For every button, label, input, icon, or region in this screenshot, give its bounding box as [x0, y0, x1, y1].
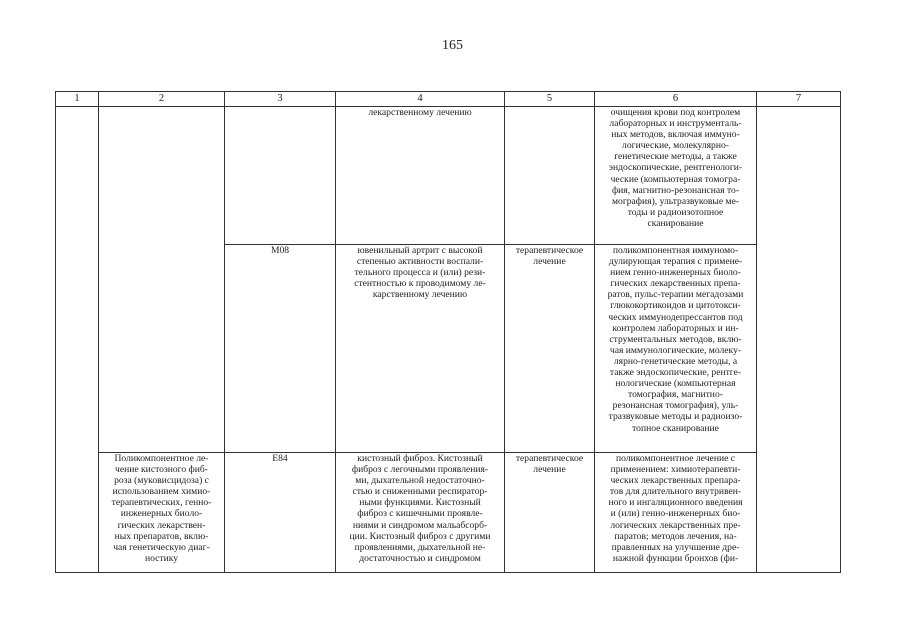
col-header-5: 5: [505, 92, 595, 107]
cell-col3: [225, 107, 336, 245]
col-header-1: 1: [56, 92, 99, 107]
cell-treatment-type: терапевтическое лечение: [505, 453, 595, 573]
col-header-6: 6: [595, 92, 757, 107]
col-header-7: 7: [757, 92, 841, 107]
cell-diagnosis: лекарственному лечению: [336, 107, 505, 245]
table-row: [56, 453, 841, 573]
col-header-3: 3: [225, 92, 336, 107]
col-header-4: 4: [336, 92, 505, 107]
cell-diagnosis: кистозный фиброз. Кистозный фиброз с легочными проявления- ми, дыхательной недостаточно- стью и сниженными респиратор- ными функциями. Кистозный фиброз с кишечными проявле- ниями и синдромом мальабсорб- ции. Кистозный фиброз с другими проявлениями, дыхательной не- достаточностью и синдромом: [336, 453, 505, 573]
header-row: [56, 92, 841, 107]
cell-treatment-method: поликомпонентное лечение с применением: химиотерапевти- ческих лекарственных препара- тов для длительного внутривен- ного и ингаляционного введения и (или) генно-инженерных био- логических лекарственных пре- паратов; методов лечения, на- правленных на улучшение дре- нажной функции бронхов (фи-: [595, 453, 757, 573]
cell-icd-code: M08: [225, 245, 336, 453]
col-header-2: 2: [99, 92, 225, 107]
cell-col7: [757, 107, 841, 573]
cell-treatment-method: поликомпонентная иммуномо- дулирующая терапия с примене- нием генно-инженерных биоло- гических лекарственных препа- ратов, пульс-терапии мегадозами глюкокортикоидов и цитотокси- ческих иммунодепрессантов под контролем лабораторных и ин- струментальных методов, вклю- чая иммунологические, молеку- лярно-генетические методы, а также эндоскопические, рентге- нологические (компьютерная томография, магнитно- резонансная томография), уль- тразвуковые методы и радиоизо- топное сканирование: [595, 245, 757, 453]
cell-col2: [99, 107, 225, 453]
cell-treatment-type: [505, 107, 595, 245]
cell-treatment-method: очищения крови под контролем лабораторных и инструменталь- ных методов, включая иммуно- логические, молекулярно- генетические методы, а также эндоскопические, рентгенологи- ческие (компьютерная томогра- фия, магнитно-резонансная то- мография), ультразвуковые ме- тоды и радиоизотопное сканирование: [595, 107, 757, 245]
cell-treatment-type: терапевтическое лечение: [505, 245, 595, 453]
medical-care-table: [55, 91, 841, 573]
cell-icd-code: E84: [225, 453, 336, 573]
cell-col1: [56, 107, 99, 573]
cell-diagnosis: ювенильный артрит с высокой степенью активности воспали- тельного процесса и (или) рези- стентностью к проводимому ле- карственному лечению: [336, 245, 505, 453]
page-number: 165: [442, 38, 463, 53]
cell-care-type: Поликомпонентное ле- чение кистозного фиб- роза (муковисцидоза) с использованием химио- терапевтических, генно- инженерных биоло- гических лекарствен- ных препаратов, вклю- чая генетическую диаг- ностику: [99, 453, 225, 573]
table-row: [56, 107, 841, 245]
